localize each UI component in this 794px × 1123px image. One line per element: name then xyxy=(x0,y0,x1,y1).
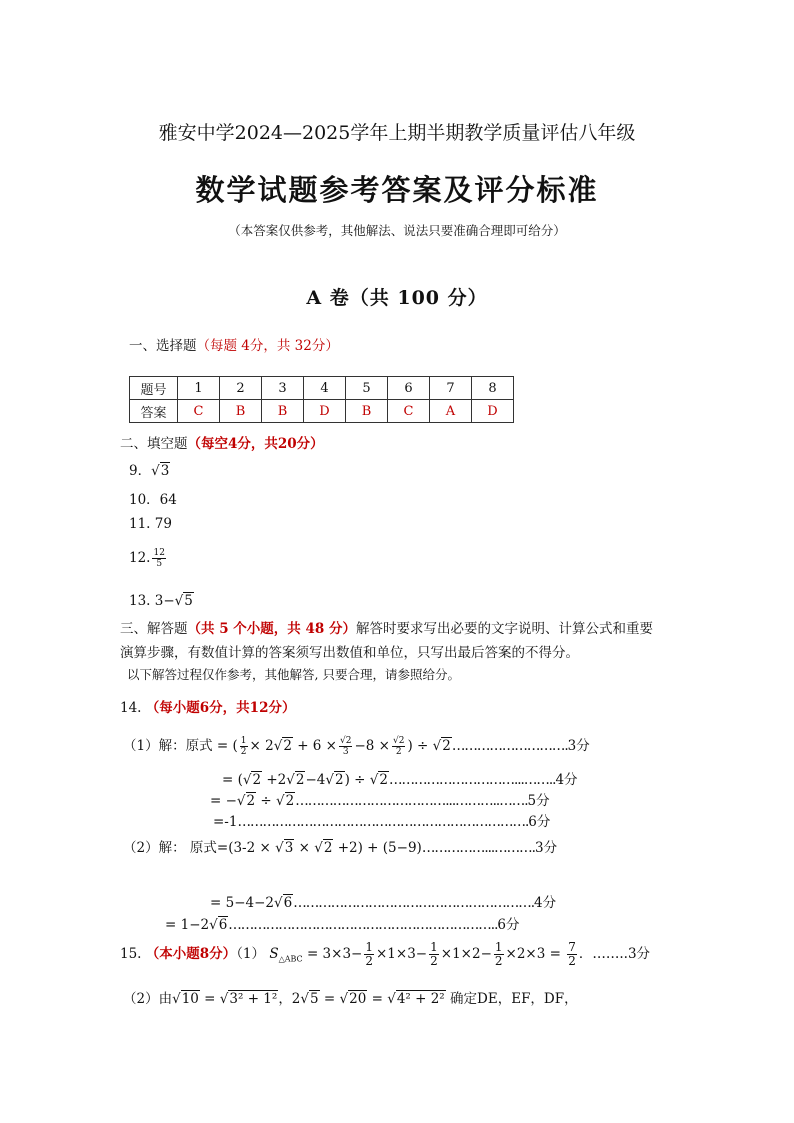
question-number: 2 xyxy=(220,377,262,400)
q10-answer: 10．64 xyxy=(129,492,177,508)
answer-note: （本答案仅供参考，其他解法、说法只要准确合理即可给分） xyxy=(228,223,566,238)
school-header: 雅安中学2024—2025学年上期半期教学质量评估八年级 xyxy=(158,122,636,144)
fraction-sqrt2-over-2: $\frac{√2}{2}$ xyxy=(392,736,405,757)
q12-denominator: 5 xyxy=(156,559,163,569)
q11-answer: 11. 79 xyxy=(129,516,172,532)
q14-p1-l2-score: 4分 xyxy=(555,772,578,788)
q14-p2-l1-score: 3分 xyxy=(534,840,558,856)
q14-p2-l3-expr: = 1−2 xyxy=(165,917,210,933)
q12-fraction xyxy=(152,548,165,569)
section3-title xyxy=(120,617,653,637)
q15-line1: 15. （本小题8分）（1） $S_{\triangle ABC} = 3\times 3-$ $\frac{1}{2}$ ×1×3− $\frac{1}{2}$ ×1×2− $\frac{1}{2}$ ×2×3 = $\frac{7}{2}$ ．……..3分 xyxy=(120,940,651,968)
q14-p1-l4-expr: =-1 xyxy=(213,814,238,830)
section1-title xyxy=(129,334,339,354)
q14-p2-line2: = 5−4−2√6………………………………………………….4分 xyxy=(210,895,557,911)
sqrt-symbol: √5 xyxy=(174,593,193,609)
q14-p1-line4: =-1…………………………………………………………….6分 xyxy=(213,814,551,830)
q13-radicand: 5 xyxy=(184,593,193,609)
q14-p1-l3-score: 5分 xyxy=(527,793,550,809)
q9-radicand: 3 xyxy=(160,463,170,479)
section2-title-prefix: 二、填空题 xyxy=(120,436,188,452)
q13-label: 13. 3− xyxy=(129,593,175,609)
q14-p2-l2-expr: = 5−4−2 xyxy=(210,895,274,911)
q14-p2-l3-score: 6分 xyxy=(497,917,520,933)
section3-title-prefix: 三、解答题 xyxy=(120,621,188,637)
q14-p1-l1-score: 3分 xyxy=(567,738,590,754)
page-title: 数学试题参考答案及评分标准 xyxy=(195,173,599,207)
q12-answer xyxy=(129,548,168,569)
question-number: 8 xyxy=(472,377,514,400)
q14-label: 14. xyxy=(120,700,142,716)
section3-line2: 演算步骤，有数值计算的答案须写出数值和单位，只写出最后答案的不得分。 xyxy=(120,645,579,661)
question-number: 7 xyxy=(430,377,472,400)
answer-cell: C xyxy=(178,400,220,423)
q13-answer xyxy=(129,593,194,609)
q14-heading xyxy=(120,696,295,716)
sqrt-symbol: √3 xyxy=(151,463,170,479)
question-number: 3 xyxy=(262,377,304,400)
q14-score: （每小题6分，共12分） xyxy=(145,700,296,716)
row-label: 答案 xyxy=(130,400,178,423)
row-label: 题号 xyxy=(130,377,178,400)
question-number: 1 xyxy=(178,377,220,400)
question-number: 5 xyxy=(346,377,388,400)
q15-p2-text: 确定DE，EF，DF， xyxy=(450,991,578,1007)
answer-cell: B xyxy=(262,400,304,423)
fraction-half: $\frac{1}{2}$ xyxy=(240,736,247,757)
q15-p2-label: （2）由 xyxy=(123,991,173,1007)
q14-p2-line1: （2）解： 原式=(3-2 × √3 × √2 +2) + (5−9)……………...……….3分 xyxy=(123,840,558,856)
answer-cell: C xyxy=(388,400,430,423)
q14-p1-label: （1）解：原式 xyxy=(123,738,213,754)
q9-label: 9． xyxy=(129,463,152,479)
question-number: 6 xyxy=(388,377,430,400)
answer-cell: D xyxy=(472,400,514,423)
answer-cell: D xyxy=(304,400,346,423)
section1-title-prefix: 一、选择题 xyxy=(129,338,197,354)
answer-table xyxy=(129,376,514,423)
answer-cell: A xyxy=(430,400,472,423)
q14-p2-l2-score: 4分 xyxy=(534,895,557,911)
part-a-heading: A 卷（共 100 分） xyxy=(306,287,488,309)
section3-line3: 以下解答过程仅作参考，其他解答, 只要合理，请参照给分。 xyxy=(127,667,460,682)
q15-p1-score: ……..3分 xyxy=(592,946,651,962)
q9-answer xyxy=(129,459,170,479)
q14-p1-line2: = (√2 +2√2−4√2) ÷ √2…………………………...……..4分 xyxy=(222,772,578,788)
table-row-answers xyxy=(130,400,514,423)
section3-score: （共 5 个小题，共 48 分） xyxy=(187,621,356,637)
q15-line2: （2）由√10 = √3² + 1²，2√5 = √20 = √4² + 2² 确定DE，EF，DF， xyxy=(123,991,578,1007)
q14-p1-line3: = −√2 ÷ √2………………………………...………..…….5分 xyxy=(210,793,550,809)
q12-label: 12. xyxy=(129,550,151,566)
table-row-numbers xyxy=(130,377,514,400)
section3-title-rest: 解答时要求写出必要的文字说明、计算公式和重要 xyxy=(355,621,653,637)
q15-label: 15. xyxy=(120,946,142,962)
fraction-sqrt2-over-3: $\frac{√2}{3}$ xyxy=(340,736,352,757)
section1-score: （每题 4分，共 32分） xyxy=(196,338,339,354)
question-number: 4 xyxy=(304,377,346,400)
section2-score: （每空4分，共20分） xyxy=(187,436,324,452)
q14-p2-expr-prefix: 原式=(3-2 × xyxy=(189,840,276,856)
q14-p2-line3: = 1−2√6………………………………………………………..6分 xyxy=(165,917,520,933)
q14-p1-l4-score: 6分 xyxy=(528,814,551,830)
q15-score: （本小题8分） xyxy=(145,946,237,962)
answer-cell: B xyxy=(346,400,388,423)
q14-p2-label: （2）解： xyxy=(123,840,186,856)
q14-p1-line1: （1）解：原式 = ( $\frac{1}{2}$ × 2√2 + 6 × $\frac{√2}{3}$ −8 × $\frac{√2}{2}$ ) ÷ √2……………………….3分 xyxy=(123,736,590,757)
q15-p1-label: （1） xyxy=(236,946,266,962)
q12-numerator: 12 xyxy=(153,548,165,558)
answer-cell: B xyxy=(220,400,262,423)
section2-title xyxy=(120,432,324,452)
